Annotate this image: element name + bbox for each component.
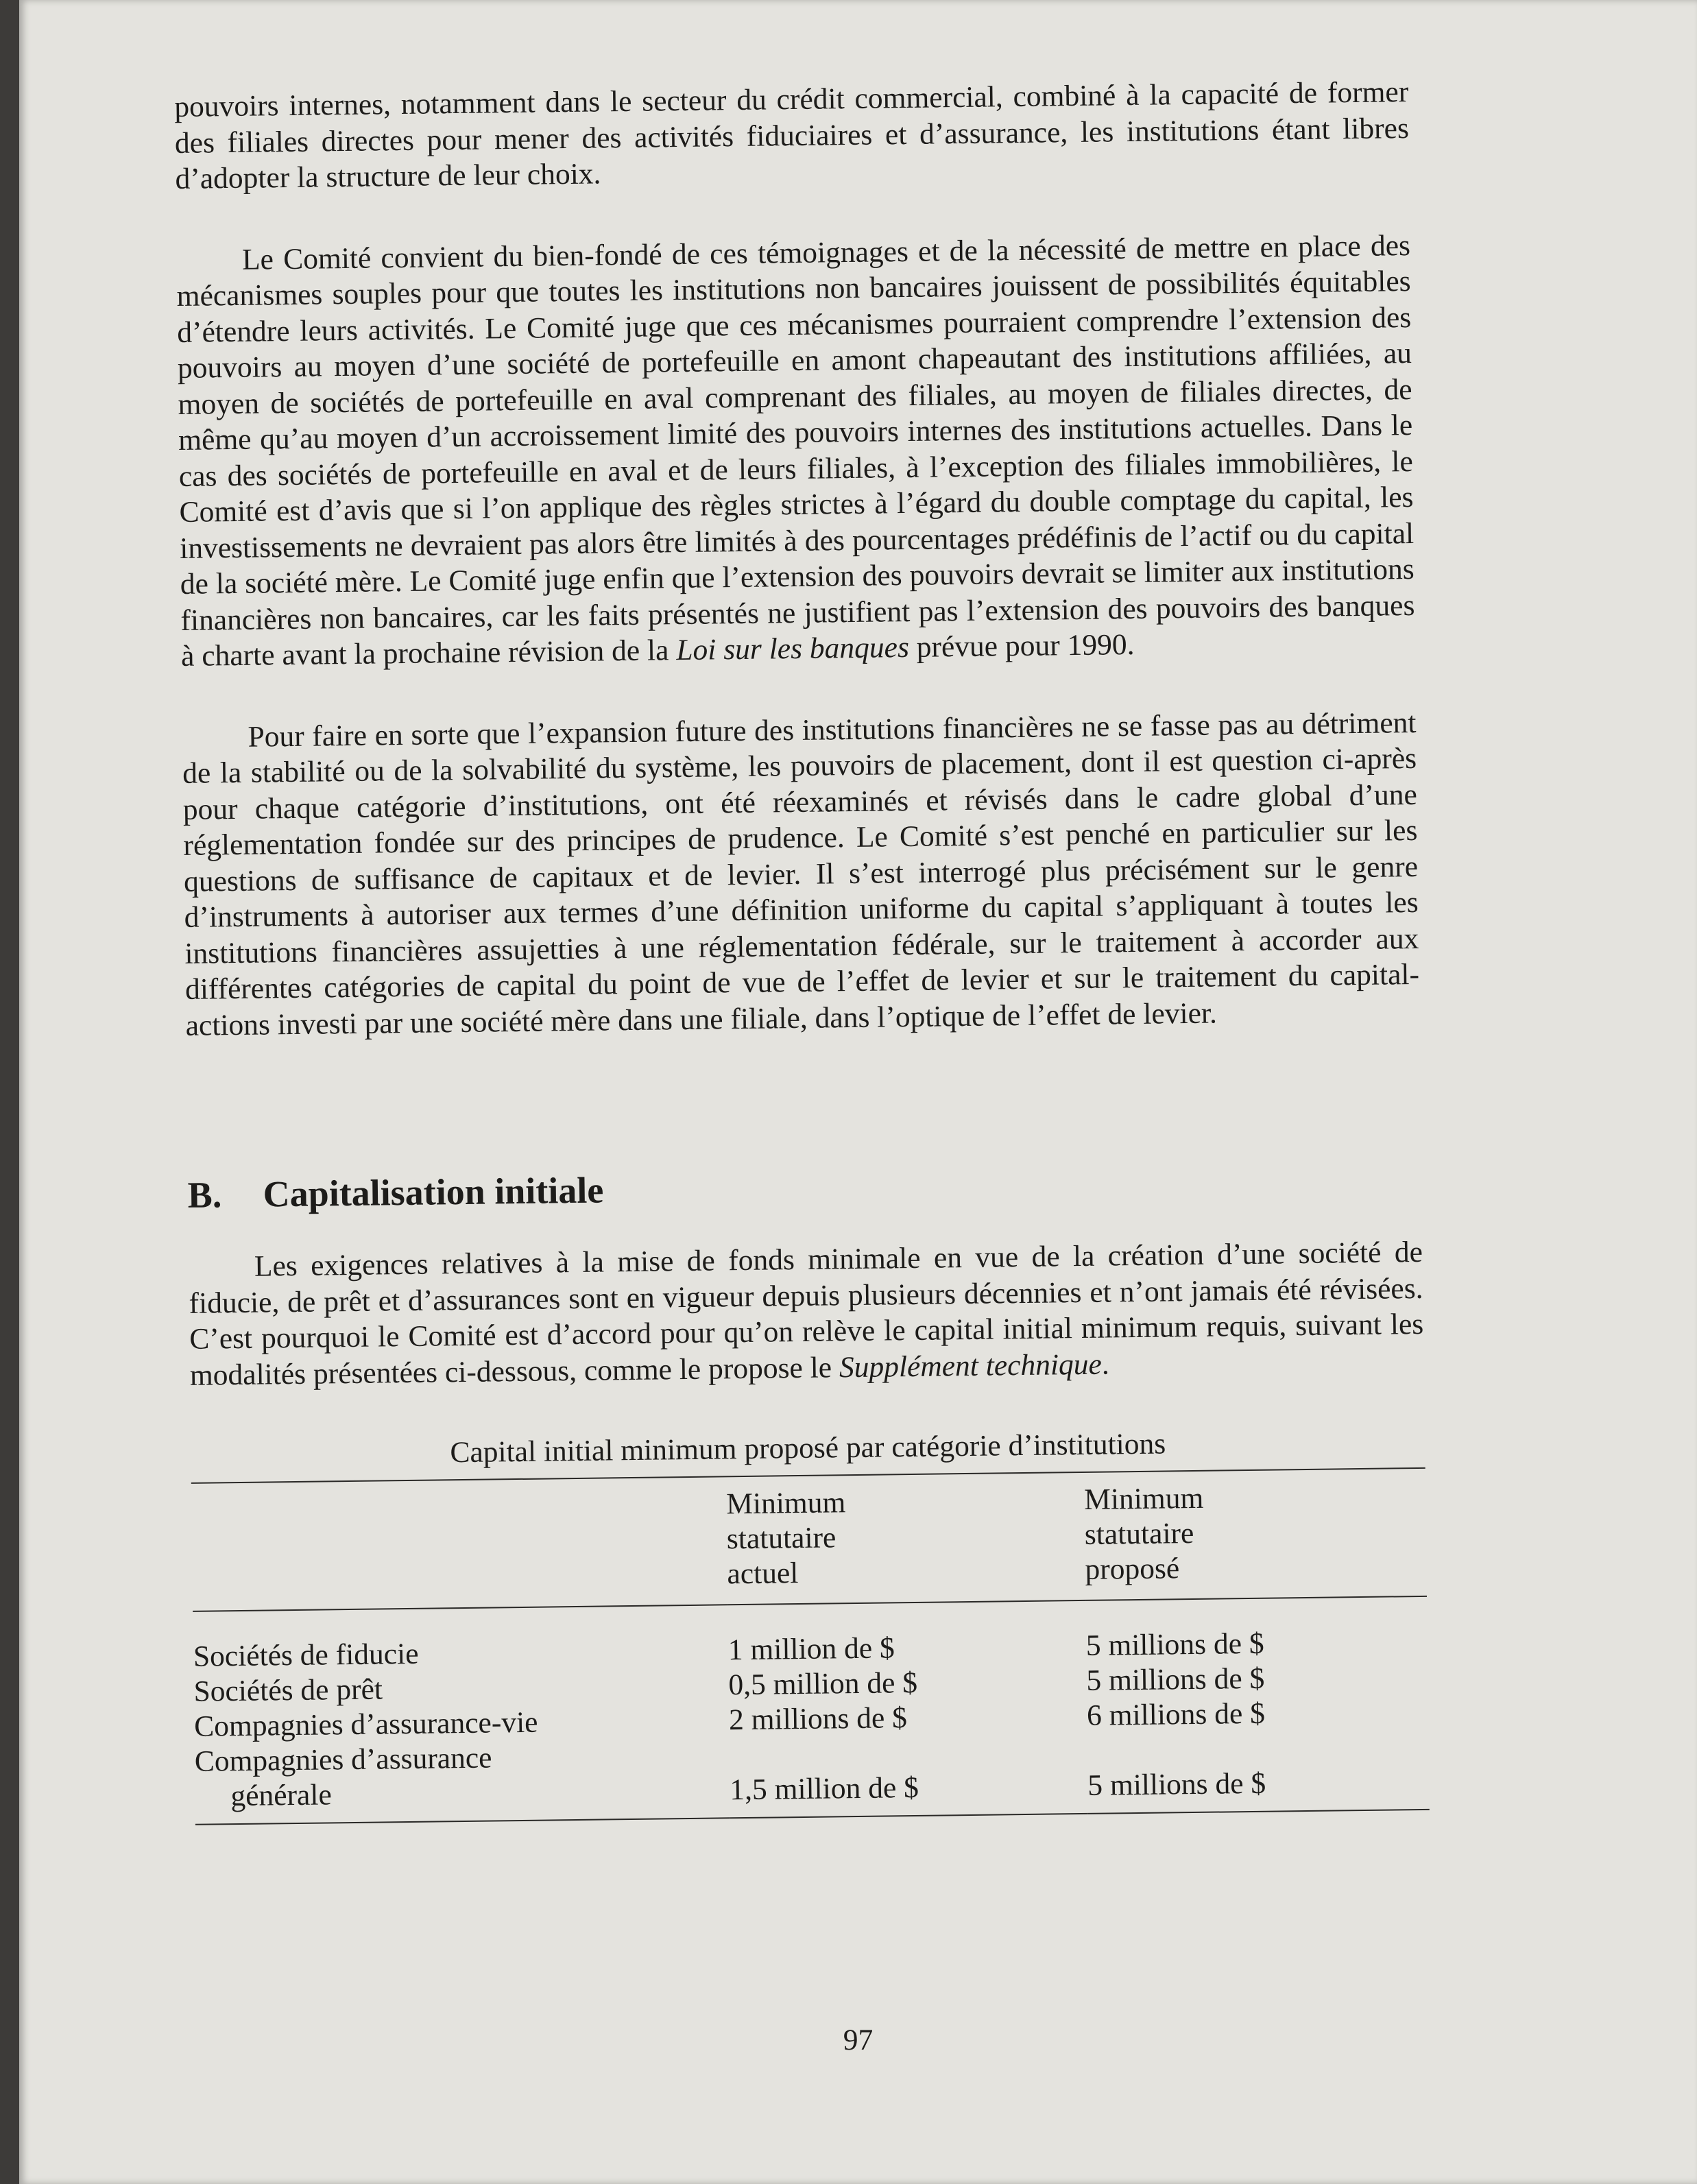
- header-current-line: actuel: [727, 1557, 799, 1591]
- row-proposed: 5 millions de $: [1085, 1627, 1264, 1662]
- section-heading: [187, 1159, 1422, 1216]
- section-paragraph-text: Les exigences relatives à la mise de fonds minimale en vue de la création d’une société de fiducie, de prêt et d’assurances sont en vigueur depuis plusieurs décennies et n’ont jamais été révisées. C’est pourquoi le Comité est d’accord pour qu’on relève le capital initial minimum requis, suivant les modalités présentées ci-dessous, comme le propose le: [189, 1235, 1424, 1392]
- section-paragraph: [189, 1234, 1424, 1393]
- header-current-line: statutaire: [726, 1521, 837, 1556]
- table-row: [194, 1729, 1429, 1825]
- law-title-italic: Loi sur les banques: [675, 630, 910, 667]
- header-current: [726, 1473, 1085, 1605]
- page-number: 97: [843, 2024, 874, 2056]
- header-proposed: [1084, 1469, 1427, 1600]
- table-caption: Capital initial minimum proposé par catégorie d’institutions: [450, 1427, 1166, 1469]
- section-paragraph-end: .: [1101, 1347, 1109, 1381]
- capital-table: [191, 1469, 1430, 1825]
- row-label-line: générale: [230, 1778, 333, 1813]
- row-proposed: 5 millions de $: [1086, 1661, 1265, 1697]
- paragraph-2: [176, 227, 1416, 674]
- row-current: 2 millions de $: [728, 1701, 908, 1737]
- header-proposed-line: Minimum: [1083, 1481, 1204, 1516]
- row-label: Compagnies d’assurance-vie: [193, 1705, 538, 1743]
- row-proposed: 5 millions de $: [1087, 1729, 1429, 1814]
- row-current: 1,5 million de $: [729, 1733, 1087, 1818]
- row-current: 1 million de $: [727, 1631, 895, 1667]
- header-proposed-line: statutaire: [1084, 1516, 1194, 1551]
- paragraph-2-text: Le Comité convient du bien-fondé de ces témoignages et de la nécessité de mettre en place des mécanismes souples pour que toutes les institutions non bancaires jouissent de possibilités équitables d’étendre leurs activités. Le Comité juge que ces mécanismes pourraient comprendre l’extension des pouvoirs au moyen d’une société de portefeuille en amont chapeautant des institutions affiliées, au moyen de sociétés de portefeuille en aval comprenant des filiales, au moyen de filiales directes, de même qu’au moyen d’un accroissement limité des pouvoirs internes des institutions actuelles. Dans le cas des sociétés de portefeuille en aval et de leurs filiales, à l’exception des filiales immobilières, le Comité est d’avis que si l’on applique des règles strictes à l’égard du double comptage du capital, les investissements ne devraient pas alors être limités à des pourcentages prédéfinis de l’actif ou du capital de la société mère. Le Comité juge enfin que l’extension des pouvoirs devrait se limiter aux institutions financières non bancaires, car les faits présentés ne justifient pas l’extension des pouvoirs des banques à charte avant la prochaine révision de la: [176, 228, 1415, 673]
- page-content: [174, 74, 1430, 1825]
- header-current-line: Minimum: [725, 1486, 846, 1521]
- document-page: [19, 0, 1697, 2184]
- header-empty-cell: [191, 1477, 727, 1611]
- header-proposed-line: proposé: [1085, 1552, 1180, 1586]
- row-current: 0,5 million de $: [728, 1666, 918, 1702]
- paragraph-3: Pour faire en sorte que l’expansion future des institutions financières ne se fasse pas au détriment de la stabilité ou de la solvabilité du système, les pouvoirs de placement, dont il est question ci-après pour chaque catégorie d’institutions, ont été réexaminés et révisés dans le cadre global d’une réglementation fondée sur des principes de prudence. Le Comité s’est penché en particulier sur les questions de suffisance de capitaux et de levier. Il s’est interrogé plus précisément sur le genre d’instruments à autoriser aux termes d’une définition uniforme du capital s’appliquant à toutes les institutions financières assujetties à une réglementation fédérale, sur le traitement à accorder aux différentes catégories de capital du point de vue de l’effet de levier et sur le traitement du capital-actions investi par une société mère dans une filiale, dans l’optique de l’effet de levier.: [182, 706, 1420, 1042]
- section-title: Capitalisation initiale: [263, 1169, 604, 1215]
- paragraph-2-end: prévue pour 1990.: [916, 627, 1135, 664]
- row-label-line: Compagnies d’assurance: [194, 1741, 492, 1778]
- table-header-row: [191, 1469, 1427, 1611]
- row-label: Sociétés de prêt: [193, 1672, 383, 1708]
- paragraph-1: pouvoirs internes, notamment dans le secteur du crédit commercial, combiné à la capacité de former des filiales directes pour mener des activités fiduciaires et d’assurance, les institutions étant libres d’adopter la structure de leur choix.: [174, 75, 1410, 195]
- row-label: [194, 1738, 730, 1825]
- row-proposed: 6 millions de $: [1086, 1696, 1266, 1732]
- section-letter: B.: [187, 1174, 222, 1216]
- supplement-title-italic: Supplément technique: [839, 1347, 1103, 1384]
- row-label: Sociétés de fiducie: [193, 1637, 419, 1673]
